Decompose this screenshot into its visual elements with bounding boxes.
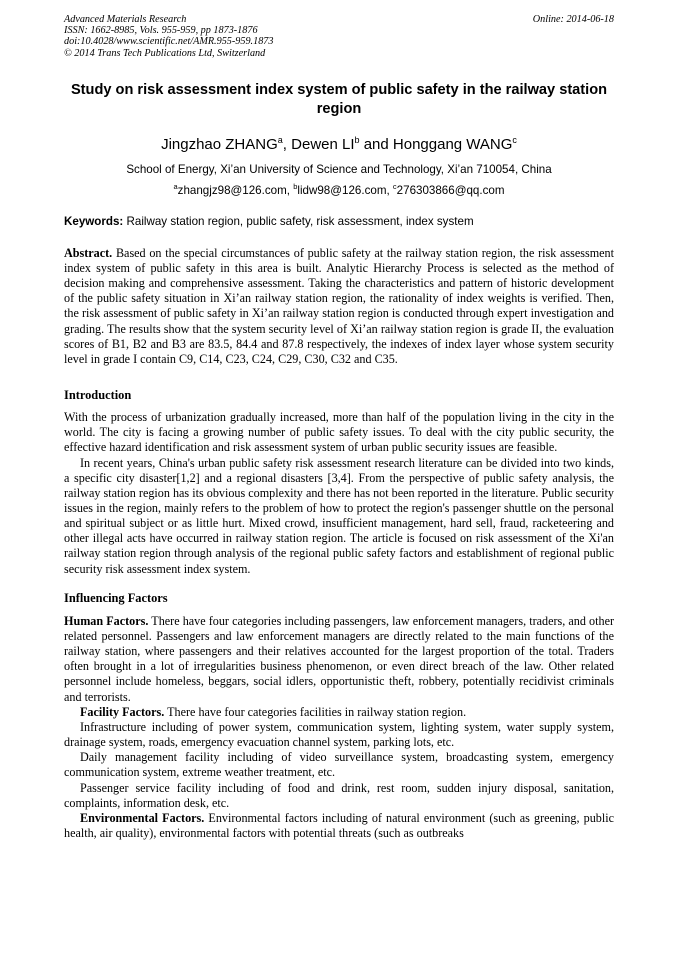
environmental-factors-paragraph <box>64 811 614 841</box>
author-name: Honggang WANG <box>392 135 513 153</box>
author-superscript: c <box>512 134 517 145</box>
section-heading-influencing-factors: Influencing Factors <box>64 590 168 605</box>
author-name: Dewen LI <box>291 135 355 153</box>
intro-paragraph-1: With the process of urbanization gradually increased, more than half of the population living in the city in the world. The city is facing a growing number of public safety issues. To deal with the city public security, the effective hazard identification and risk assessment system of urban public security issues are feasible. <box>64 410 614 455</box>
daily-management-paragraph: Daily management facility including of video surveillance system, broadcasting system, emergency communication system, extreme weather treatment, etc. <box>64 750 614 780</box>
intro-paragraph-2: In recent years, China's urban public safety risk assessment research literature can be divided into two kinds, a specific city disaster[1,2] and a regional disasters [3,4]. From the perspective of public safety analysis, the railway station region has its obvious complexity and there has not been reported in the literature. Public security issues in the region, mainly refers to the problem of how to protect the region's passenger shuttle on the personal and spiritual subject or as little hurt. Mixed crowd, insufficient management, hard sell, fraud, racketeering and other illegal acts have occurred in railway station region. The article is focused on risk assessment of the Xi'an railway station region through analysis of the regional public safety factors and establishment of regional public security risk assessment index system. <box>64 455 614 576</box>
author-list <box>64 136 614 154</box>
online-date: Online: 2014-06-18 <box>532 14 614 25</box>
author-name: Jingzhao ZHANG <box>161 135 278 153</box>
paper-page <box>64 14 614 841</box>
doi-line: doi:10.4028/www.scientific.net/AMR.955-959.1873 <box>64 36 274 48</box>
author-superscript: a <box>277 134 283 145</box>
human-factors-text: There have four categories including passengers, law enforcement managers, traders, and other related personnel. Passengers and law enforcement managers are directly related to the main functions of the railway station, where passengers and their relatives accounted for the largest proportion of the total. Traders often brought in a lot of irregularities business phenomenon, or even direct breach of the law. Other related personnel include homeless, beggars, social idlers, opportunistic theft, robbery, potentially recidivist criminals and terrorists. <box>64 613 614 704</box>
passenger-service-paragraph: Passenger service facility including of food and drink, rest room, sudden injury disposal, sanitation, complaints, information desk, etc. <box>64 780 614 810</box>
facility-factors-text: There have four categories facilities in railway station region. <box>164 704 467 719</box>
section-heading-introduction: Introduction <box>64 388 132 403</box>
facility-factors-paragraph <box>64 705 614 720</box>
environmental-factors-text: Environmental factors including of natural environment (such as greening, public health, air quality), environmental factors with potential threats (such as outbreaks <box>64 810 615 840</box>
abstract-label: Abstract. <box>64 245 113 260</box>
abstract-text: Based on the special circumstances of public safety at the railway station region, the risk assessment index system of public safety in this area is built. Analytic Hierarchy Process is selected as the method of decision making and comprehensive assessment. Taking the characteristics and pattern of historic development of the public safety situation in Xi’an railway station region, the rationality of index weights is verified. Then, the risk assessment of public safety in Xi’an railway station region is conducted through expert investigation and grading. The results show that the system security level of Xi’an railway station region is grade II, the evaluation scores of B1, B2 and B3 are 83.5, 84.4 and 87.8 respectively, the indexes of index layer whose system security level in grade I contain C9, C14, C23, C24, C29, C30, C32 and C35. <box>64 245 614 366</box>
abstract <box>64 246 614 367</box>
author-superscript: b <box>354 134 360 145</box>
copyright-line: © 2014 Trans Tech Publications Ltd, Switzerland <box>64 47 266 59</box>
environmental-factors-label: Environmental Factors. <box>80 810 205 825</box>
affiliation: School of Energy, Xi’an University of Science and Technology, Xi’an 710054, China <box>126 162 552 176</box>
keywords-text: Railway station region, public safety, risk assessment, index system <box>123 214 474 228</box>
email-address: 276303866@qq.com <box>396 183 505 197</box>
facility-factors-label: Facility Factors. <box>80 704 165 719</box>
journal-header <box>64 14 614 59</box>
keywords-label: Keywords: <box>64 214 124 228</box>
author-separator: and <box>359 135 393 153</box>
email-superscript: a <box>173 181 178 191</box>
email-address: zhangjz98@126.com, <box>177 183 294 197</box>
email-list <box>64 181 614 198</box>
infrastructure-paragraph: Infrastructure including of power system, communication system, lighting system, water supply system, drainage system, roads, emergency evacuation channel system, parking lots, etc. <box>64 719 614 750</box>
issn-line: ISSN: 1662-8985, Vols. 955-959, pp 1873-1876 <box>64 25 258 37</box>
email-superscript: b <box>293 181 298 191</box>
keywords <box>64 215 614 229</box>
journal-name: Advanced Materials Research <box>64 14 187 25</box>
email-address: lidw98@126.com, <box>297 183 393 197</box>
email-superscript: c <box>392 181 397 191</box>
author-separator: , <box>282 135 292 153</box>
paper-title: Study on risk assessment index system of public safety in the railway station region <box>70 81 608 117</box>
human-factors-paragraph <box>64 614 614 705</box>
human-factors-label: Human Factors. <box>64 613 149 628</box>
